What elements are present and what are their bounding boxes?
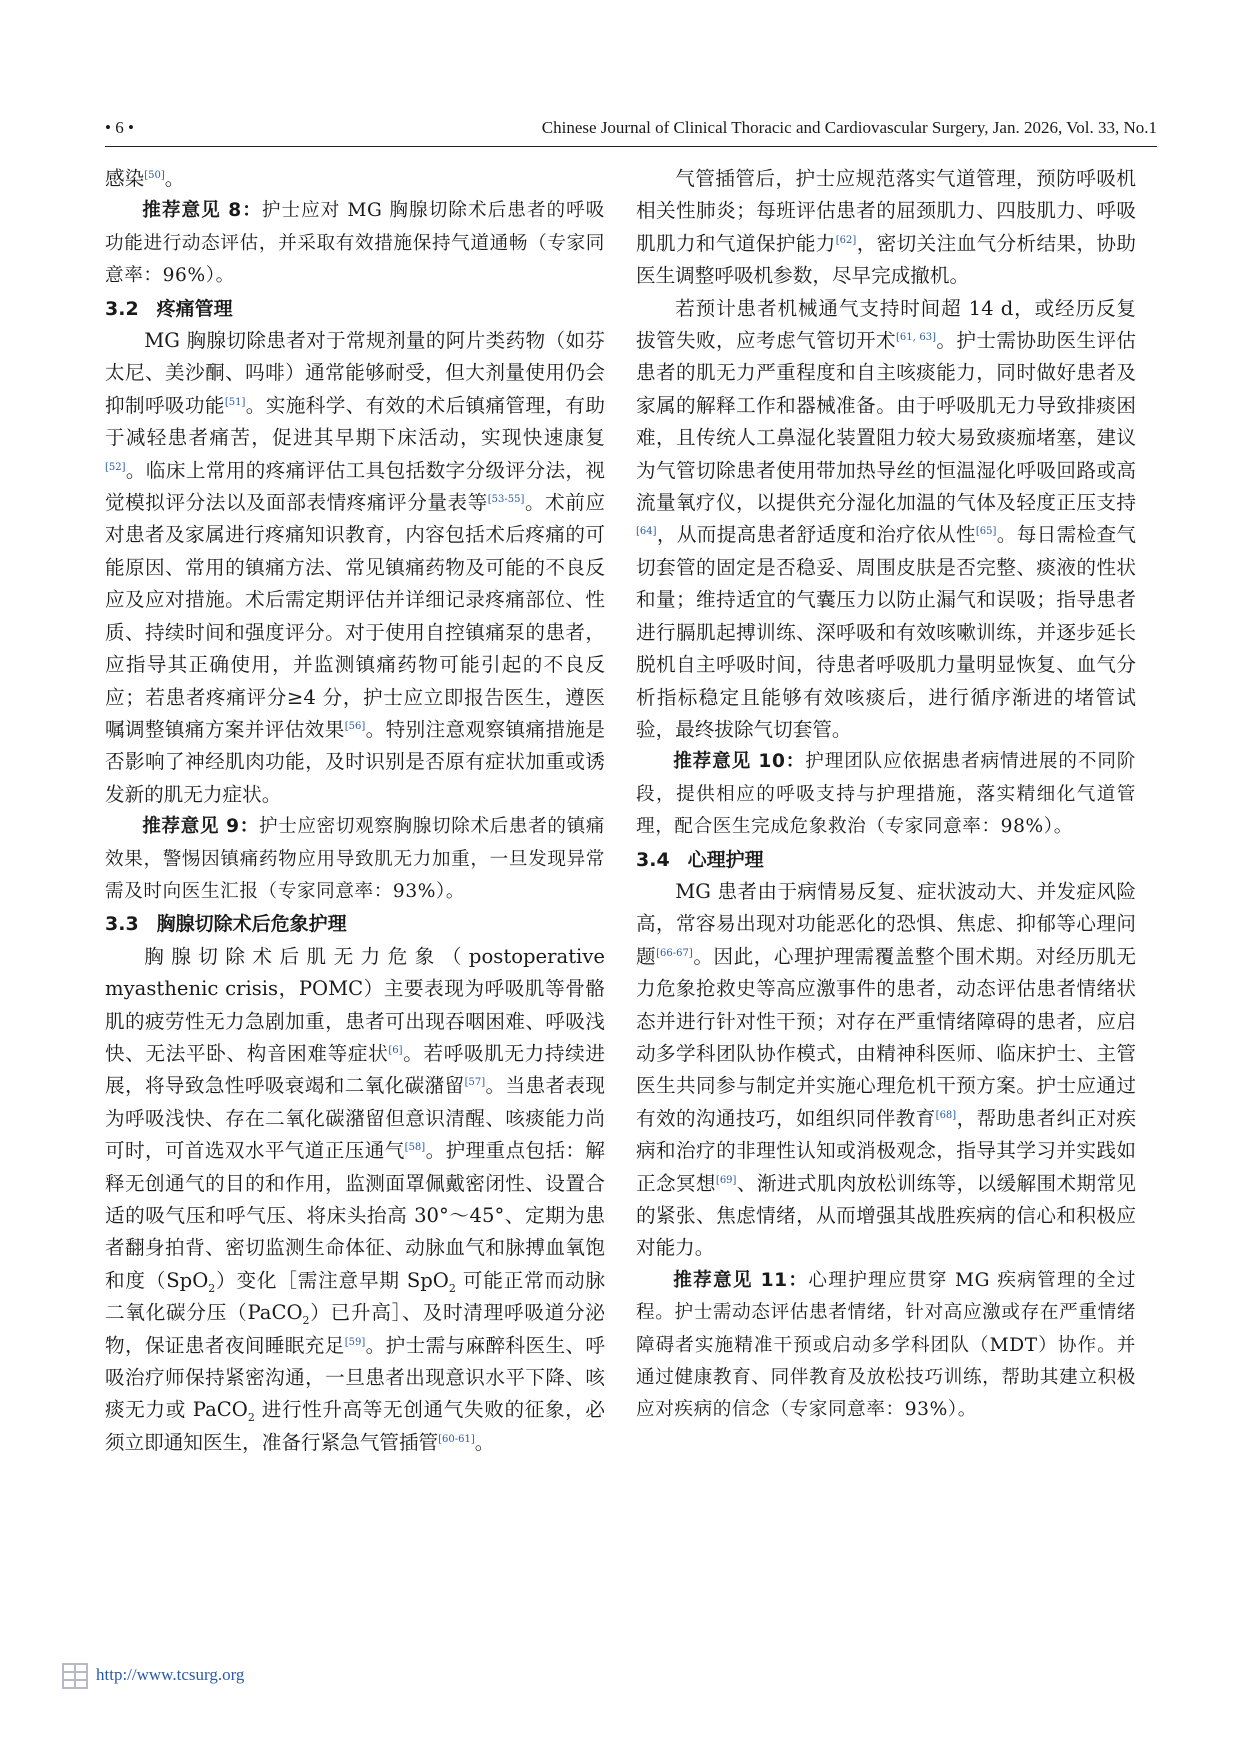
recommendation-label: 推荐意见 10： — [673, 751, 806, 773]
paragraph-crisis-care: 胸腺切除术后肌无力危象（postoperative myasthenic crisis，POMC）主要表现为呼吸肌等骨骼肌的疲劳性无力急剧加重，患者可出现吞咽困难、呼吸浅快、无法平卧、构音困难等症状[6]。若呼吸肌无力持续进展，将导致急性呼吸衰竭和二氧化碳潴留[57]。当患者表现为呼吸浅快、存在二氧化碳潴留但意识清醒、咳痰能力尚可时，可首选双水平气道正压通气[58]。护理重点包括：解释无创通气的目的和作用，监测面罩佩戴密闭性、设置合适的吸气压和呼气压、将床头抬高 30°～45°、定期为患者翻身拍背、密切监测生命体征、动脉血气和脉搏血氧饱和度（SpO$_2$）变化［需注意早期 SpO$_2$ 可能正常而动脉二氧化碳分压（PaCO$_2$）已升高］、及时清理呼吸道分泌物，保证患者夜间睡眠充足[59]。护士需与麻醉科医生、呼吸治疗师保持紧密沟通，一旦患者出现意识水平下降、咳痰无力或 PaCO$_2$ 进行性升高等无创通气失败的征象，必须立即通知医生，准备行紧急气管插管[60-61]。 — [105, 944, 606, 1454]
journal-citation: Chinese Journal of Clinical Thoracic and Cardiovascular Surgery, Jan. 2026, Vol. 33, No.1 — [541, 118, 1157, 137]
section-heading-3-3: 3.3 胸腺切除术后危象护理 — [105, 913, 347, 936]
page-footer — [60, 1661, 244, 1691]
footer-url-link[interactable]: http://www.tcsurg.org — [96, 1664, 245, 1684]
recommendation-label: 推荐意见 11： — [673, 1269, 809, 1291]
citation-link[interactable]: [53-55] — [487, 494, 525, 506]
left-column — [105, 163, 605, 1459]
paragraph-intubation: 气管插管后，护士应规范落实气道管理，预防呼吸机相关性肺炎；每班评估患者的屈颈肌力、四肢肌力、呼吸肌肌力和气道保护能力[62]，密切关注血气分析结果，协助医生调整呼吸机参数，尽早完成撤机。 — [636, 167, 1137, 288]
paragraph-psychological-care: MG 患者由于病情易反复、症状波动大、并发症风险高，常容易出现对功能恶化的恐惧、焦虑、抑郁等心理问题[66-67]。因此，心理护理需覆盖整个围术期。对经历肌无力危象抢救史等高应激事件的患者，动态评估患者情绪状态并进行针对性干预；对存在严重情绪障碍的患者，应启动多学科团队协作模式，由精神科医师、临床护士、主管医生共同参与制定并实施心理危机干预方案。护士应通过有效的沟通技巧，如组织同伴教育[68]，帮助患者纠正对疾病和治疗的非理性认知或消极观念，指导其学习并实践如正念冥想[69]、渐进式肌肉放松训练等，以缓解围术期常见的紧张、焦虑情绪，从而增强其战胜疾病的信心和积极应对能力。 — [636, 879, 1137, 1260]
paragraph-continuation: 感染[50]。 — [105, 167, 185, 190]
citation-link[interactable]: [65] — [975, 526, 997, 538]
recommendation-11: 推荐意见 11：心理护理应贯穿 MG 疾病管理的全过程。护士需动态评估患者情绪，针对高应激或存在严重情绪障碍者实施精准干预或启动多学科团队（MDT）协作。并通过健康教育、同伴教育及放松技巧训练，帮助其建立积极应对疾病的信念（专家同意率：93%）。 — [636, 1269, 1136, 1421]
citation-link[interactable]: [64] — [636, 526, 657, 538]
recommendation-9: 推荐意见 9：护士应密切观察胸腺切除术后患者的镇痛效果，警惕因镇痛药物应用导致肌无力加重，一旦发现异常需及时向医生汇报（专家同意率：93%）。 — [105, 816, 605, 902]
citation-link[interactable]: [56] — [344, 720, 366, 732]
section-heading-3-4: 3.4 心理护理 — [636, 848, 764, 871]
page-number: • 6 • — [105, 118, 134, 137]
right-column — [636, 163, 1136, 1427]
running-header — [105, 118, 1157, 147]
recommendation-10: 推荐意见 10：护理团队应依据患者病情进展的不同阶段，提供相应的呼吸支持与护理措施，落实精细化气道管理，配合医生完成危象救治（专家同意率：98%）。 — [636, 751, 1136, 838]
journal-logo-icon — [60, 1661, 90, 1691]
recommendation-label: 推荐意见 8： — [142, 200, 262, 222]
citation-link[interactable]: [58] — [404, 1142, 426, 1154]
citation-link[interactable]: [66-67] — [656, 947, 693, 959]
paragraph-pain-management: MG 胸腺切除患者对于常规剂量的阿片类药物（如芬太尼、美沙酮、吗啡）通常能够耐受，但大剂量使用仍会抑制呼吸功能[51]。实施科学、有效的术后镇痛管理，有助于减轻患者痛苦，促进其早期下床活动，实现快速康复[52]。临床上常用的疼痛评估工具包括数字分级评分法，视觉模拟评分法以及面部表情疼痛评分量表等[53-55]。术前应对患者及家属进行疼痛知识教育，内容包括术后疼痛的可能原因、常用的镇痛方法、常见镇痛药物及可能的不良反应及应对措施。术后需定期评估并详细记录疼痛部位、性质、持续时间和强度评分。对于使用自控镇痛泵的患者，应指导其正确使用，并监测镇痛药物可能引起的不良反应；若患者疼痛评分≥4 分，护士应立即报告医生，遵医嘱调整镇痛方案并评估效果[56]。特别注意观察镇痛措施是否影响了神经肌肉功能，及时识别是否原有症状加重或诱发新的肌无力症状。 — [105, 329, 606, 806]
recommendation-label: 推荐意见 9： — [142, 816, 259, 838]
citation-link[interactable]: [52] — [105, 461, 126, 473]
citation-link[interactable]: [62] — [835, 234, 857, 246]
section-heading-3-2: 3.2 疼痛管理 — [105, 297, 233, 320]
citation-link[interactable]: [69] — [715, 1174, 737, 1186]
citation-link[interactable]: [50] — [144, 170, 165, 181]
citation-link[interactable]: [68] — [935, 1109, 957, 1121]
citation-link[interactable]: [51] — [224, 396, 246, 408]
citation-link[interactable]: [59] — [344, 1336, 366, 1348]
citation-link[interactable]: [57] — [464, 1077, 486, 1089]
citation-link[interactable]: [61, 63] — [896, 332, 937, 344]
citation-link[interactable]: [60-61] — [438, 1433, 475, 1445]
paragraph-tracheotomy: 若预计患者机械通气支持时间超 14 d，或经历反复拔管失败，应考虑气管切开术[61, 63]。护士需协助医生评估患者的肌无力严重程度和自主咳痰能力，同时做好患者及家属的解释工作和器械准备。由于呼吸肌无力导致排痰困难，且传统人工鼻湿化装置阻力较大易致痰痂堵塞，建议为气管切除患者使用带加热导丝的恒温湿化呼吸回路或高流量氧疗仪，以提供充分湿化加温的气体及轻度正压支持[64]，从而提高患者舒适度和治疗依从性[65]。每日需检查气切套管的固定是否稳妥、周围皮肤是否完整、痰液的性状和量；维持适宜的气囊压力以防止漏气和误吸；指导患者进行膈肌起搏训练、深呼吸和有效咳嗽训练，并逐步延长脱机自主呼吸时间，待患者呼吸肌力量明显恢复、血气分析指标稳定且能够有效咳痰后，进行循序渐进的堵管试验，最终拔除气切套管。 — [636, 296, 1137, 741]
recommendation-8: 推荐意见 8：护士应对 MG 胸腺切除术后患者的呼吸功能进行动态评估，并采取有效措施保持气道通畅（专家同意率：96%）。 — [105, 200, 605, 287]
citation-link[interactable]: [6] — [388, 1044, 403, 1056]
